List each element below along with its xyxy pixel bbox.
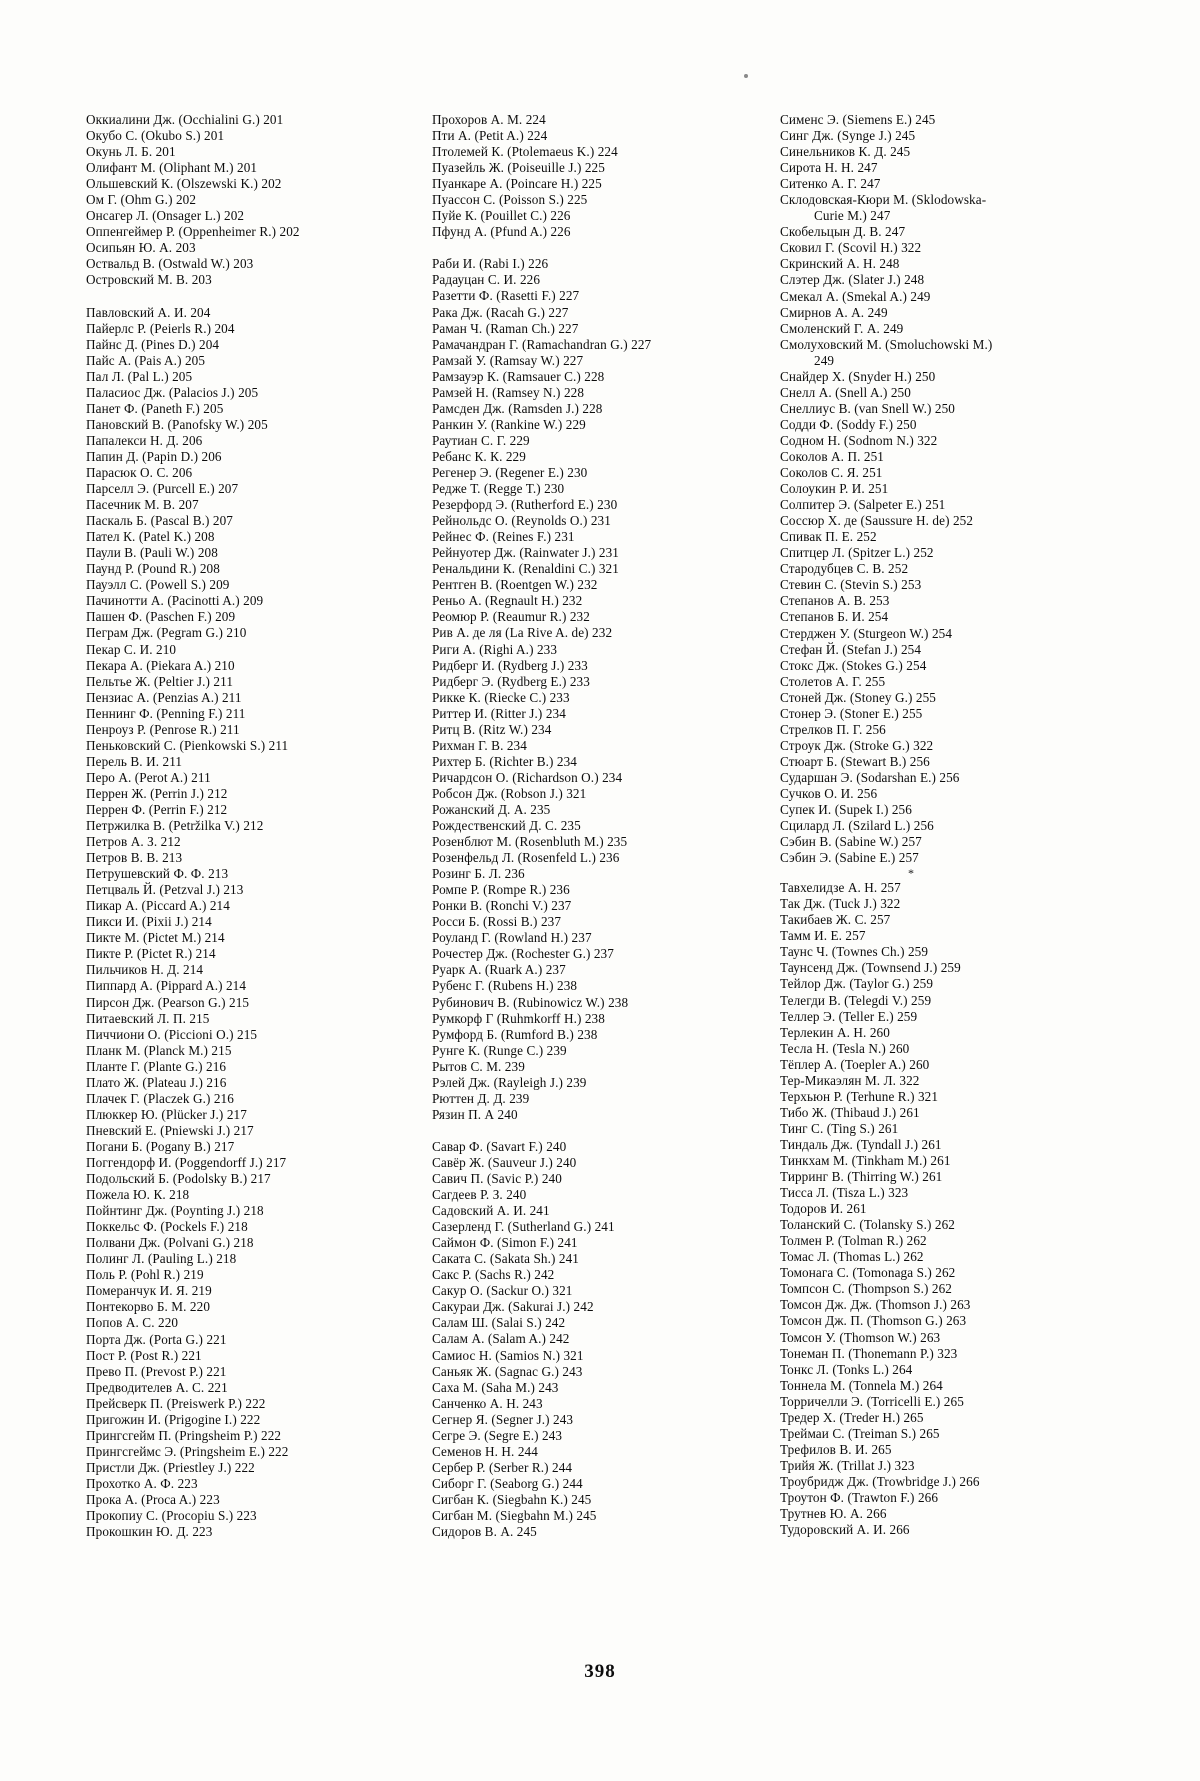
index-entry: Снеллиус В. (van Snell W.) 250 (780, 400, 955, 416)
index-entry: Планк М. (Planck M.) 215 (86, 1042, 232, 1058)
entry-group (86, 305, 428, 1541)
index-entry: Рамсден Дж. (Ramsden J.) 228 (432, 400, 603, 416)
index-entry: Сегре Э. (Segre E.) 243 (432, 1427, 563, 1443)
index-entry: Перо А. (Perot A.) 211 (86, 769, 211, 785)
index-entry: Сигбан М. (Siegbahn M.) 245 (432, 1507, 597, 1523)
index-entry: Савёр Ж. (Sauveur J.) 240 (432, 1154, 577, 1170)
index-entry: Прока А. (Proca A.) 223 (86, 1491, 220, 1507)
index-entry: Троутон Ф. (Trawton F.) 266 (780, 1489, 939, 1505)
index-entry: Ребанc К. К. 229 (432, 448, 526, 464)
index-entry: Тонкс Л. (Tonks L.) 264 (780, 1361, 913, 1377)
index-entry: Планте Г. (Plante G.) 216 (86, 1058, 227, 1074)
index-entry: Тёплер А. (Toepler A.) 260 (780, 1056, 930, 1072)
index-entry: Смоленский Г. А. 249 (780, 320, 904, 336)
index-entry: Рамзай У. (Ramsay W.) 227 (432, 352, 584, 368)
index-entry: Прево П. (Prevost P.) 221 (86, 1363, 227, 1379)
index-entry: Прингсгейм П. (Pringsheim P.) 222 (86, 1427, 282, 1443)
index-entry: Питаевский Л. П. 215 (86, 1010, 210, 1026)
index-entry: Так Дж. (Tuck J.) 322 (780, 896, 901, 912)
index-entry: Пильчиков Н. Д. 214 (86, 962, 204, 978)
index-columns (86, 112, 1126, 1540)
index-entry: Тавхелидзе А. Н. 257 (780, 880, 901, 896)
index-entry: Рихман Г. В. 234 (432, 737, 527, 753)
index-entry: Ситенко А. Г. 247 (780, 176, 881, 192)
index-entry: Салам А. (Salam A.) 242 (432, 1331, 570, 1347)
index-entry: Поккельс Ф. (Pockels F.) 218 (86, 1219, 248, 1235)
index-entry: Рейнольдс О. (Reynolds O.) 231 (432, 513, 611, 529)
index-entry: Перрен Ф. (Perrin F.) 212 (86, 801, 228, 817)
entry-group (432, 256, 776, 1123)
index-entry: Реомюр Р. (Reaumur R.) 232 (432, 609, 590, 625)
index-entry: Пельтье Ж. (Peltier J.) 211 (86, 673, 234, 689)
index-entry: Сирота Н. Н. 247 (780, 160, 878, 176)
index-entry: Стевин С. (Stevin S.) 253 (780, 577, 922, 593)
index-entry: Самиос Н. (Samios N.) 321 (432, 1347, 584, 1363)
index-entry: Петров В. В. 213 (86, 850, 183, 866)
index-entry: Рязин П. А 240 (432, 1106, 518, 1122)
index-entry: Прингсгеймс Э. (Pringsheim E.) 222 (86, 1443, 289, 1459)
index-entry: Пеньковский С. (Pienkowski S.) 211 (86, 737, 289, 753)
index-entry: Сиборг Г. (Seaborg G.) 244 (432, 1475, 583, 1491)
index-entry: Тудоровский А. И. 266 (780, 1522, 910, 1538)
index-entry: Рюттен Д. Д. 239 (432, 1090, 530, 1106)
index-entry-wrapped (780, 192, 1122, 224)
index-entry: Рив А. де ля (La Rive A. de) 232 (432, 625, 613, 641)
print-speck (744, 74, 748, 78)
index-entry: Поль Р. (Pohl R.) 219 (86, 1267, 204, 1283)
index-entry: Тинкхам М. (Tinkham M.) 261 (780, 1153, 951, 1168)
index-entry: Пристли Дж. (Priestley J.) 222 (86, 1459, 255, 1475)
index-entry: Рочестер Дж. (Rochester G.) 237 (432, 946, 614, 962)
index-column-3 (780, 112, 1126, 1540)
index-entry: Сакураи Дж. (Sakurai J.) 242 (432, 1299, 594, 1315)
index-entry: Таунсенд Дж. (Townsend J.) 259 (780, 960, 961, 976)
index-column-1 (86, 112, 432, 1540)
index-entry: Стюарт Б. (Stewart B.) 256 (780, 753, 930, 769)
index-entry: Томсон У. (Thomson W.) 263 (780, 1329, 941, 1345)
index-entry: Тер-Микаэлян М. Л. 322 (780, 1072, 920, 1088)
index-entry: Пенроуз Р. (Penrose R.) 211 (86, 721, 240, 737)
index-entry: Сигбан К. (Siegbahn K.) 245 (432, 1491, 592, 1507)
index-entry: Смирнов А. А. 249 (780, 304, 888, 320)
index-entry: Тейлор Дж. (Taylor G.) 259 (780, 976, 934, 992)
index-entry: Трутнев Ю. А. 266 (780, 1506, 887, 1522)
index-entry: Парселл Э. (Purcell E.) 207 (86, 481, 239, 497)
letter-break (432, 1123, 776, 1139)
index-entry: Терхьюн Р. (Terhune R.) 321 (780, 1088, 939, 1104)
section-separator-mark: * (908, 866, 914, 881)
index-entry: Риги А. (Righi A.) 233 (432, 641, 558, 657)
index-entry: Розенфельд Л. (Rosenfeld L.) 236 (432, 850, 620, 866)
index-entry: Рубинович В. (Rubinowicz W.) 238 (432, 994, 629, 1010)
index-entry: Ольшевский К. (Olszewski K.) 202 (86, 176, 282, 192)
index-entry: Толанский С. (Tolansky S.) 262 (780, 1217, 955, 1233)
index-entry: Рожанский Д. А. 235 (432, 801, 551, 817)
index-entry: Стерджен У. (Sturgeon W.) 254 (780, 625, 953, 641)
index-entry: Тонеман П. (Thonemann P.) 323 (780, 1345, 958, 1361)
index-entry: Роуланд Г. (Rowland H.) 237 (432, 930, 592, 946)
index-entry: Раби И. (Rabi I.) 226 (432, 256, 549, 272)
index-entry: Прейсверк П. (Preiswerk P.) 222 (86, 1395, 266, 1411)
index-entry: Сцилард Л. (Szilard L.) 256 (780, 818, 934, 834)
index-entry: Прокошкин Ю. Д. 223 (86, 1524, 213, 1540)
entry-group (432, 112, 776, 240)
index-entry: Пуазейль Ж. (Poiseuille J.) 225 (432, 160, 605, 176)
index-entry: Оппенгеймер Р. (Oppenheimer R.) 202 (86, 224, 300, 240)
index-entry: Поггендорф И. (Poggendorff J.) 217 (86, 1155, 287, 1170)
index-entry: Синг Дж. (Synge J.) 245 (780, 128, 916, 144)
index-entry: Тиндаль Дж. (Tyndall J.) 261 (780, 1136, 942, 1152)
index-entry: Полвани Дж. (Polvani G.) 218 (86, 1235, 254, 1251)
index-entry: Румфорд Б. (Rumford B.) 238 (432, 1026, 598, 1042)
index-entry: Раутиан С. Г. 229 (432, 432, 530, 448)
index-entry: Пневский Е. (Pniewski J.) 217 (86, 1122, 254, 1138)
index-entry: Трийя Ж. (Trillat J.) 323 (780, 1457, 915, 1473)
index-entry: Понтекорво Б. М. 220 (86, 1299, 211, 1315)
index-entry: Полинг Л. (Pauling L.) 218 (86, 1251, 237, 1267)
index-entry: Синельников К. Д. 245 (780, 144, 911, 160)
index-entry: Телегди В. (Telegdi V.) 259 (780, 992, 932, 1008)
index-entry: Садовский А. И. 241 (432, 1203, 550, 1219)
index-entry: Регенер Э. (Regener E.) 230 (432, 464, 588, 480)
index-entry: Пирсон Дж. (Pearson G.) 215 (86, 994, 250, 1010)
index-entry: Прохоткo А. Ф. 223 (86, 1475, 198, 1491)
index-entry: Ридберг Э. (Rydberg E.) 233 (432, 673, 590, 689)
index-entry: Перрен Ж. (Perrin J.) 212 (86, 785, 228, 801)
index-entry: Томас Л. (Thomas L.) 262 (780, 1249, 924, 1265)
index-entry: Островский М. В. 203 (86, 272, 212, 288)
index-entry: Попов А. С. 220 (86, 1315, 179, 1331)
index-entry: Снайдер Х. (Snyder H.) 250 (780, 368, 936, 384)
index-entry: Рытов С. М. 239 (432, 1058, 525, 1074)
index-entry: Сэбин В. (Sabine W.) 257 (780, 834, 922, 850)
index-entry: Строук Дж. (Stroke G.) 322 (780, 737, 934, 753)
index-entry: Подольский Б. (Podolsky B.) 217 (86, 1171, 271, 1187)
index-entry: Патeл К. (Patel K.) 208 (86, 529, 215, 545)
index-entry: Ронки В. (Ronchi V.) 237 (432, 898, 572, 914)
index-entry: Пожела Ю. К. 218 (86, 1187, 190, 1203)
index-entry: Тамм И. Е. 257 (780, 928, 866, 944)
index-entry: Сидоров В. А. 245 (432, 1524, 537, 1540)
index-entry: Раман Ч. (Raman Ch.) 227 (432, 320, 579, 336)
index-entry: Онсагер Л. (Onsager L.) 202 (86, 208, 245, 224)
index-entry-line2: Curie M.) 247 (814, 208, 891, 224)
index-entry: Теллер Э. (Teller E.) 259 (780, 1008, 918, 1024)
index-entry: Петров А. З. 212 (86, 834, 181, 850)
index-entry: Паунд Р. (Pound R.) 208 (86, 561, 220, 577)
index-entry: Сегнер Я. (Segner J.) 243 (432, 1411, 574, 1427)
index-entry: Папин Д. (Papin D.) 206 (86, 448, 222, 464)
index-entry: Пачинотти А. (Pacinotti A.) 209 (86, 593, 264, 609)
index-entry: Розинг Б. Л. 236 (432, 866, 525, 882)
index-entry: Тоннела М. (Tonnela M.) 264 (780, 1377, 943, 1393)
index-entry: Сэбин Э. (Sabine E.) 257 (780, 850, 919, 866)
index-entry: Пиппард А. (Pippard A.) 214 (86, 978, 247, 994)
index-entry: Пригожин И. (Prigogine I.) 222 (86, 1411, 261, 1427)
index-entry-line1: Склодовская-Кюри М. (Sklodowska- (780, 192, 987, 208)
index-entry: Резерфорд Э. (Rutherford E.) 230 (432, 497, 618, 513)
index-entry: Рака Дж. (Racah G.) 227 (432, 304, 569, 320)
index-entry: Тесла Н. (Tesla N.) 260 (780, 1040, 910, 1056)
index-entry: Пикте М. (Pictet M.) 214 (86, 930, 225, 946)
index-entry: Пашен Ф. (Paschen F.) 209 (86, 609, 236, 625)
index-entry: Окубо С. (Okubo S.) 201 (86, 128, 225, 144)
index-entry: Толмен Р. (Tolman R.) 262 (780, 1233, 927, 1249)
index-entry: Томпсон С. (Thompson S.) 262 (780, 1281, 953, 1297)
index-entry: Пикар А. (Piccard A.) 214 (86, 898, 230, 914)
index-entry: Радауцан С. И. 226 (432, 272, 541, 288)
index-entry: Ритц В. (Ritz W.) 234 (432, 721, 552, 737)
index-entry: Такибаев Ж. С. 257 (780, 912, 891, 928)
index-entry: Редже Т. (Regge T.) 230 (432, 481, 565, 497)
index-entry: Рихтер Б. (Richter B.) 234 (432, 753, 577, 769)
index-entry: Тибо Ж. (Thibaud J.) 261 (780, 1104, 920, 1120)
index-entry: Паули В. (Pauli W.) 208 (86, 545, 218, 561)
index-entry: Олифант М. (Oliphant M.) 201 (86, 160, 258, 176)
index-entry: Померанчук И. Я. 219 (86, 1283, 212, 1299)
index-entry: Ранкин У. (Rankine W.) 229 (432, 416, 586, 432)
index-entry: Соколов А. П. 251 (780, 448, 884, 464)
index-entry: Птолемей К. (Ptolemaeus K.) 224 (432, 144, 618, 160)
index-entry: Саката С. (Sakata Sh.) 241 (432, 1251, 579, 1267)
index-entry: Оствальд В. (Ostwald W.) 203 (86, 256, 254, 272)
index-entry: Троубридж Дж. (Trowbridge J.) 266 (780, 1473, 980, 1489)
index-entry: Ричардсон О. (Richardson O.) 234 (432, 769, 623, 785)
index-entry: Смекал А. (Smekal A.) 249 (780, 288, 931, 304)
index-entry: Пасечник М. В. 207 (86, 497, 199, 513)
entry-group (780, 112, 1122, 866)
index-entry: Рамзей Н. (Ramsey N.) 228 (432, 384, 585, 400)
index-entry: Треймаи С. (Treiman S.) 265 (780, 1425, 940, 1441)
index-entry: Соссюр X. де (Saussure H. de) 252 (780, 513, 974, 529)
index-entry: Спивак П. Е. 252 (780, 529, 877, 545)
index-entry: Пикте Р. (Pictet R.) 214 (86, 946, 216, 962)
index-entry: Степанов А. В. 253 (780, 593, 890, 609)
index-entry-wrapped (780, 337, 1122, 369)
index-entry: Томонага С. (Tomonaga S.) 262 (780, 1265, 956, 1281)
index-entry: Пуассон С. (Poisson S.) 225 (432, 192, 588, 208)
index-entry: Петржилка В. (Petržilka V.) 212 (86, 818, 264, 834)
index-entry: Сковил Г. (Scovil H.) 322 (780, 240, 922, 256)
index-entry: Рунге К. (Runge C.) 239 (432, 1042, 567, 1058)
index-entry: Савич П. (Savic P.) 240 (432, 1171, 562, 1186)
index-entry-line1: Смолуховский М. (Smoluchowski M.) (780, 336, 993, 352)
index-entry: Плачек Г. (Placzek G.) 216 (86, 1090, 234, 1106)
letter-break (86, 289, 428, 305)
index-entry: Рентген В. (Roentgen W.) 232 (432, 577, 598, 593)
entry-group (780, 880, 1122, 1538)
index-entry: Папалекси Н. Д. 206 (86, 432, 203, 448)
index-entry: Плюккер Ю. (Plücker J.) 217 (86, 1106, 247, 1122)
index-entry: Тинг С. (Ting S.) 261 (780, 1120, 899, 1136)
index-entry: Петцваль Й. (Petzval J.) 213 (86, 882, 244, 898)
index-entry: Перель В. И. 211 (86, 753, 183, 769)
index-entry: Пайс А. (Pais A.) 205 (86, 352, 206, 368)
index-entry: Пеграм Дж. (Pegram G.) 210 (86, 625, 247, 641)
index-entry: Тисса Л. (Tisza L.) 323 (780, 1185, 909, 1201)
index-entry: Соколов С. Я. 251 (780, 465, 883, 481)
index-entry: Сазерленд Г. (Sutherland G.) 241 (432, 1219, 615, 1235)
entry-group (432, 1139, 776, 1540)
index-entry: Саньяк Ж. (Sagnac G.) 243 (432, 1363, 583, 1379)
index-entry: Пал Л. (Pal L.) 205 (86, 368, 193, 384)
index-entry: Рубенс Г. (Rubens H.) 238 (432, 978, 578, 994)
index-entry: Осипьян Ю. А. 203 (86, 240, 196, 256)
index-entry: Павловский А. И. 204 (86, 304, 211, 320)
index-entry: Рикке К. (Riecke C.) 233 (432, 689, 570, 705)
index-entry: Румкорф Г (Ruhmkorff H.) 238 (432, 1010, 605, 1026)
index-entry: Ромпе Р. (Rompe R.) 236 (432, 882, 570, 898)
index-entry: Саха М. (Saha M.) 243 (432, 1379, 559, 1395)
index-entry: Савар Ф. (Savart F.) 240 (432, 1138, 567, 1154)
index-entry: Пановский В. (Panofsky W.) 205 (86, 416, 268, 432)
index-entry: Плато Ж. (Plateau J.) 216 (86, 1074, 227, 1090)
index-entry: Робсон Дж. (Robson J.) 321 (432, 785, 587, 801)
index-entry: Разетти Ф. (Rasetti F.) 227 (432, 288, 580, 304)
index-entry: Тредер Х. (Treder H.) 265 (780, 1409, 924, 1425)
index-entry: Пиччиони О. (Piccioni O.) 215 (86, 1026, 258, 1042)
index-entry: Ренальдини К. (Renaldini C.) 321 (432, 561, 619, 577)
index-entry: Пуйе К. (Pouillet C.) 226 (432, 208, 571, 224)
index-entry: Сударшан Э. (Sodarshan E.) 256 (780, 769, 960, 785)
index-entry: Стоней Дж. (Stoney G.) 255 (780, 689, 936, 705)
index-entry: Салам Ш. (Salai S.) 242 (432, 1315, 566, 1331)
index-entry: Томсон Дж. П. (Thomson G.) 263 (780, 1313, 967, 1329)
index-entry: Пауэлл С. (Powell S.) 209 (86, 577, 230, 593)
index-entry: Снелл А. (Snell A.) 250 (780, 384, 911, 400)
index-entry: Пензиас А. (Penzias A.) 211 (86, 689, 242, 705)
index-entry: Саймон Ф. (Simon F.) 241 (432, 1235, 578, 1251)
index-entry: Розенблют М. (Rosenbluth M.) 235 (432, 834, 628, 850)
index-entry: Сакс Р. (Sachs R.) 242 (432, 1267, 555, 1283)
index-entry: Парасюк О. С. 206 (86, 464, 193, 480)
index-entry: Рамзауэр К. (Ramsauer C.) 228 (432, 368, 605, 384)
index-entry: Рейнес Ф. (Reines F.) 231 (432, 529, 575, 545)
index-entry: Пикси И. (Pixii J.) 214 (86, 914, 212, 930)
index-entry: Петрушевский Ф. Ф. 213 (86, 866, 229, 882)
index-entry: Стрелков П. Г. 256 (780, 721, 886, 737)
index-entry: Слэтер Дж. (Slater J.) 248 (780, 272, 925, 288)
index-entry: Скринский А. Н. 248 (780, 256, 900, 272)
index-entry: Сакур О. (Sackur O.) 321 (432, 1283, 573, 1299)
index-entry-line2: 249 (814, 352, 835, 368)
index-entry: Таунс Ч. (Townes Ch.) 259 (780, 944, 929, 960)
index-entry: Пекара А. (Piekara A.) 210 (86, 657, 235, 673)
index-entry: Пайерлс Р. (Peierls R.) 204 (86, 320, 235, 336)
index-entry: Пекар С. И. 210 (86, 641, 177, 657)
index-entry: Предводителев А. С. 221 (86, 1379, 228, 1395)
index-entry: Пфунд А. (Pfund A.) 226 (432, 224, 571, 240)
index-entry: Сербер Р. (Serber R.) 244 (432, 1459, 573, 1475)
index-entry: Стонер Э. (Stoner E.) 255 (780, 705, 923, 721)
index-entry: Стокс Дж. (Stokes G.) 254 (780, 657, 927, 673)
index-entry: Оккиалини Дж. (Occhialini G.) 201 (86, 112, 284, 127)
index-entry: Солоукин Р. И. 251 (780, 481, 889, 497)
index-entry: Погани Б. (Pogany B.) 217 (86, 1138, 235, 1154)
index-entry: Пеннинг Ф. (Penning F.) 211 (86, 705, 246, 721)
index-entry: Сагдеев Р. З. 240 (432, 1187, 527, 1203)
index-entry: Торричелли Э. (Torricelli E.) 265 (780, 1393, 964, 1409)
index-entry: Ридберг И. (Rydberg J.) 233 (432, 657, 588, 673)
page-number: 398 (584, 1661, 616, 1682)
index-entry: Пти А. (Petit A.) 224 (432, 128, 548, 144)
index-entry: Стефан Й. (Stefan J.) 254 (780, 641, 922, 657)
index-entry: Супек И. (Supek I.) 256 (780, 802, 912, 818)
index-entry: Сучков О. И. 256 (780, 785, 878, 801)
index-entry: Скобельцын Д. В. 247 (780, 224, 906, 240)
index-entry: Ом Г. (Ohm G.) 202 (86, 192, 197, 208)
index-entry: Семенов Н. Н. 244 (432, 1443, 538, 1459)
index-entry: Реньо А. (Regnault H.) 232 (432, 593, 583, 609)
index-entry: Панет Ф. (Paneth F.) 205 (86, 400, 224, 416)
index-entry: Тодоров И. 261 (780, 1201, 867, 1217)
index-entry: Пуанкаре А. (Poincare H.) 225 (432, 176, 602, 192)
index-entry: Содном Н. (Sodnom N.) 322 (780, 432, 938, 448)
index-entry: Содди Ф. (Soddy F.) 250 (780, 416, 917, 432)
letter-break (432, 240, 776, 256)
index-entry: Паласиос Дж. (Palacios J.) 205 (86, 384, 259, 400)
index-entry: Трефилов В. И. 265 (780, 1441, 892, 1457)
index-entry: Рождественский Д. С. 235 (432, 818, 581, 834)
index-column-2 (432, 112, 780, 1540)
index-entry: Стародубцев С. В. 252 (780, 561, 909, 577)
index-entry: Риттер И. (Ritter J.) 234 (432, 705, 566, 721)
index-entry: Окунь Л. Б. 201 (86, 144, 176, 160)
index-entry: Томсон Дж. Дж. (Thomson J.) 263 (780, 1297, 971, 1313)
index-entry: Росси Б. (Rossi B.) 237 (432, 914, 562, 930)
index-entry: Рамачандран Г. (Ramachandran G.) 227 (432, 336, 652, 352)
entry-group (86, 112, 428, 289)
index-entry: Прохоров А. М. 224 (432, 112, 546, 127)
index-entry: Рэлей Дж. (Rayleigh J.) 239 (432, 1074, 587, 1090)
index-entry: Сименс Э. (Siemens E.) 245 (780, 112, 936, 127)
index-entry: Терлекин А. Н. 260 (780, 1024, 890, 1040)
index-entry: Спитцер Л. (Spitzer L.) 252 (780, 545, 934, 561)
index-entry: Пойнтинг Дж. (Poynting J.) 218 (86, 1203, 264, 1219)
index-entry: Руарк А. (Ruark A.) 237 (432, 962, 566, 978)
index-entry: Пост Р. (Post R.) 221 (86, 1347, 202, 1363)
index-entry: Столетов А. Г. 255 (780, 673, 886, 689)
index-entry: Степанов Б. И. 254 (780, 609, 889, 625)
index-entry: Тирринг В. (Thirring W.) 261 (780, 1169, 943, 1185)
index-entry: Пайнс Д. (Pines D.) 204 (86, 336, 220, 352)
index-entry: Паскаль Б. (Pascal B.) 207 (86, 513, 234, 529)
index-entry: Рейнуотер Дж. (Rainwater J.) 231 (432, 545, 619, 561)
index-entry: Порта Дж. (Porta G.) 221 (86, 1331, 227, 1347)
index-entry: Прокопиу С. (Procopiu S.) 223 (86, 1508, 257, 1524)
index-entry: Солпитер Э. (Salpeter E.) 251 (780, 497, 946, 513)
index-entry: Санченко А. Н. 243 (432, 1395, 543, 1411)
